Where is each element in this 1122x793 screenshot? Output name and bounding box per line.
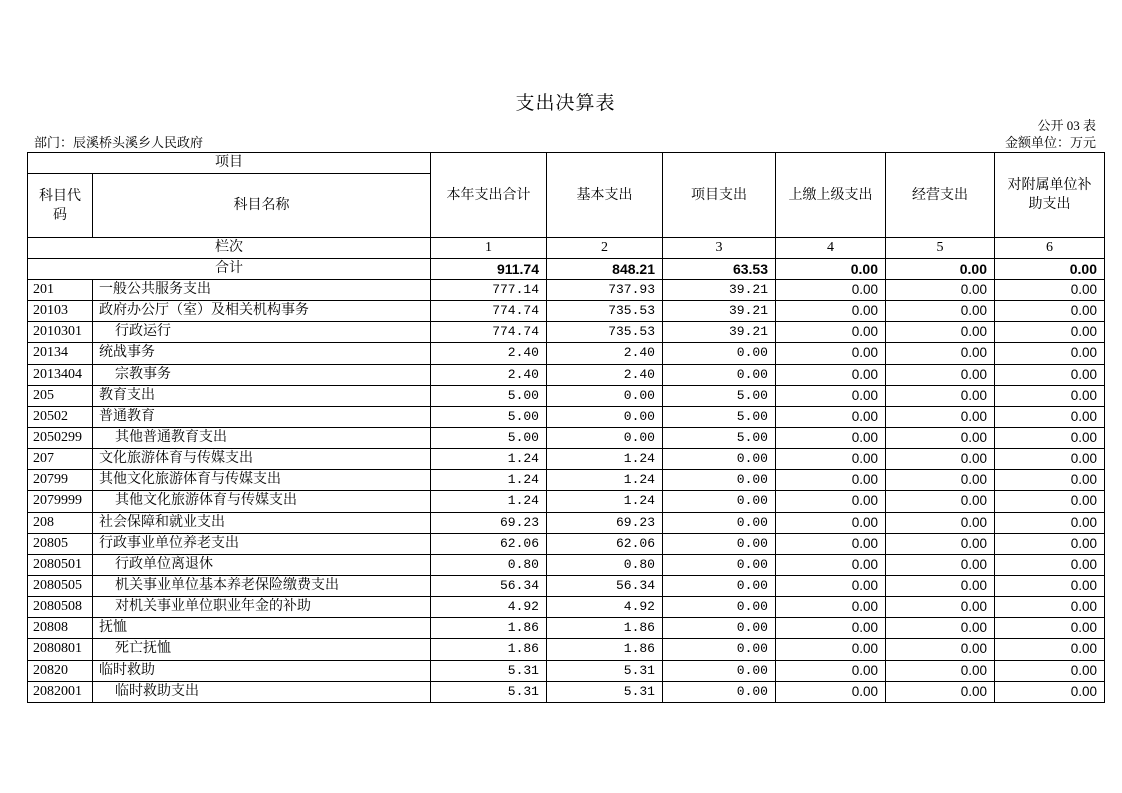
- row-value-cell: 0.00: [995, 681, 1105, 702]
- row-value-cell: 0.00: [776, 470, 886, 491]
- row-value-cell: 0.00: [995, 427, 1105, 448]
- row-value-cell: 0.00: [886, 681, 995, 702]
- row-code-cell: 20103: [28, 301, 93, 322]
- row-value-cell: 0.00: [776, 280, 886, 301]
- column-index-cell: 4: [776, 238, 886, 259]
- row-value-cell: 0.00: [995, 449, 1105, 470]
- row-value-cell: 0.00: [886, 660, 995, 681]
- header-col-remit-to-superior: 上缴上级支出: [776, 153, 886, 238]
- row-value-cell: 0.00: [995, 575, 1105, 596]
- row-value-cell: 0.00: [663, 512, 776, 533]
- row-name-cell: 政府办公厅（室）及相关机构事务: [93, 301, 431, 322]
- row-value-cell: 5.00: [663, 427, 776, 448]
- row-value-cell: 39.21: [663, 280, 776, 301]
- row-value-cell: 1.86: [547, 618, 663, 639]
- table-row: [28, 618, 1105, 639]
- row-name-cell: 临时救助: [93, 660, 431, 681]
- page-title: 支出决算表: [515, 93, 616, 114]
- row-value-cell: 0.00: [995, 301, 1105, 322]
- row-value-cell: 0.00: [886, 427, 995, 448]
- row-value-cell: 5.00: [431, 385, 547, 406]
- total-value-cell: 848.21: [547, 259, 663, 280]
- row-value-cell: 0.00: [995, 280, 1105, 301]
- row-value-cell: 0.00: [776, 533, 886, 554]
- row-name-cell: 宗教事务: [93, 364, 431, 385]
- row-code-cell: 20820: [28, 660, 93, 681]
- column-index-cell: 5: [886, 238, 995, 259]
- row-value-cell: 5.31: [431, 681, 547, 702]
- total-row: [28, 259, 1105, 280]
- row-code-cell: 2082001: [28, 681, 93, 702]
- row-code-cell: 201: [28, 280, 93, 301]
- table-row: [28, 427, 1105, 448]
- row-value-cell: 0.00: [995, 322, 1105, 343]
- row-value-cell: 0.00: [663, 597, 776, 618]
- row-value-cell: 0.00: [995, 618, 1105, 639]
- row-code-cell: 208: [28, 512, 93, 533]
- row-value-cell: 0.00: [776, 406, 886, 427]
- row-value-cell: 0.00: [886, 470, 995, 491]
- row-code-cell: 2050299: [28, 427, 93, 448]
- row-value-cell: 0.00: [995, 385, 1105, 406]
- row-value-cell: 0.00: [663, 449, 776, 470]
- row-value-cell: 1.24: [431, 491, 547, 512]
- row-code-cell: 205: [28, 385, 93, 406]
- row-name-cell: 普通教育: [93, 406, 431, 427]
- table-row: [28, 491, 1105, 512]
- row-value-cell: 0.00: [995, 597, 1105, 618]
- row-value-cell: 1.24: [431, 449, 547, 470]
- header-col-total-expenditure: 本年支出合计: [431, 153, 547, 238]
- row-value-cell: 0.00: [886, 301, 995, 322]
- table-row: [28, 470, 1105, 491]
- row-code-cell: 20808: [28, 618, 93, 639]
- column-index-cell: 2: [547, 238, 663, 259]
- row-value-cell: 0.00: [995, 364, 1105, 385]
- table-row: [28, 343, 1105, 364]
- row-value-cell: 0.00: [547, 406, 663, 427]
- row-value-cell: 0.00: [776, 575, 886, 596]
- row-value-cell: 4.92: [431, 597, 547, 618]
- table-row: [28, 385, 1105, 406]
- row-value-cell: 2.40: [547, 364, 663, 385]
- row-value-cell: 0.00: [886, 491, 995, 512]
- row-value-cell: 1.86: [547, 639, 663, 660]
- row-name-cell: 临时救助支出: [93, 681, 431, 702]
- row-value-cell: 0.00: [776, 364, 886, 385]
- row-code-cell: 2079999: [28, 491, 93, 512]
- table-row: [28, 660, 1105, 681]
- row-code-cell: 20502: [28, 406, 93, 427]
- row-value-cell: 56.34: [547, 575, 663, 596]
- table-row: [28, 681, 1105, 702]
- row-name-cell: 教育支出: [93, 385, 431, 406]
- table-row: [28, 322, 1105, 343]
- row-code-cell: 2080508: [28, 597, 93, 618]
- column-index-row: [28, 238, 1105, 259]
- row-value-cell: 0.00: [776, 385, 886, 406]
- row-value-cell: 62.06: [431, 533, 547, 554]
- header-col-project-expenditure: 项目支出: [663, 153, 776, 238]
- row-value-cell: 0.00: [886, 343, 995, 364]
- row-value-cell: 0.00: [776, 660, 886, 681]
- table-row: [28, 533, 1105, 554]
- header-col-subsidy-to-affiliates: 对附属单位补助支出: [995, 153, 1105, 238]
- total-value-cell: 0.00: [886, 259, 995, 280]
- amount-unit-label: 金额单位：万元: [1004, 135, 1096, 150]
- row-value-cell: 0.00: [663, 491, 776, 512]
- row-name-cell: 统战事务: [93, 343, 431, 364]
- row-name-cell: 对机关事业单位职业年金的补助: [93, 597, 431, 618]
- row-value-cell: 737.93: [547, 280, 663, 301]
- row-value-cell: 5.00: [431, 406, 547, 427]
- row-value-cell: 0.00: [663, 470, 776, 491]
- column-index-cell: 6: [995, 238, 1105, 259]
- row-value-cell: 0.00: [776, 681, 886, 702]
- row-value-cell: 5.31: [547, 681, 663, 702]
- row-value-cell: 735.53: [547, 322, 663, 343]
- row-value-cell: 0.00: [776, 554, 886, 575]
- column-index-label: 栏次: [28, 238, 431, 259]
- row-value-cell: 0.00: [886, 322, 995, 343]
- row-value-cell: 0.00: [886, 449, 995, 470]
- row-value-cell: 0.00: [886, 575, 995, 596]
- row-value-cell: 774.74: [431, 301, 547, 322]
- row-value-cell: 39.21: [663, 322, 776, 343]
- total-value-cell: 0.00: [995, 259, 1105, 280]
- row-value-cell: 5.31: [547, 660, 663, 681]
- row-value-cell: 0.00: [886, 597, 995, 618]
- row-value-cell: 56.34: [431, 575, 547, 596]
- column-index-cell: 1: [431, 238, 547, 259]
- row-name-cell: 其他普通教育支出: [93, 427, 431, 448]
- row-value-cell: 0.00: [995, 491, 1105, 512]
- row-value-cell: 735.53: [547, 301, 663, 322]
- table-row: [28, 301, 1105, 322]
- row-value-cell: 39.21: [663, 301, 776, 322]
- row-value-cell: 2.40: [431, 364, 547, 385]
- row-value-cell: 777.14: [431, 280, 547, 301]
- row-value-cell: 0.00: [886, 280, 995, 301]
- row-value-cell: 0.00: [995, 512, 1105, 533]
- row-value-cell: 0.00: [663, 533, 776, 554]
- table-row: [28, 597, 1105, 618]
- row-value-cell: 62.06: [547, 533, 663, 554]
- row-value-cell: 1.24: [547, 449, 663, 470]
- row-name-cell: 死亡抚恤: [93, 639, 431, 660]
- expenditure-table: [27, 152, 1105, 703]
- row-value-cell: 0.00: [886, 385, 995, 406]
- row-code-cell: 207: [28, 449, 93, 470]
- row-value-cell: 0.00: [886, 639, 995, 660]
- row-code-cell: 2010301: [28, 322, 93, 343]
- row-value-cell: 0.00: [776, 639, 886, 660]
- row-value-cell: 0.00: [663, 681, 776, 702]
- row-value-cell: 0.00: [663, 575, 776, 596]
- total-value-cell: 911.74: [431, 259, 547, 280]
- row-value-cell: 1.24: [547, 491, 663, 512]
- row-value-cell: 0.00: [663, 364, 776, 385]
- header-col-basic-expenditure: 基本支出: [547, 153, 663, 238]
- row-code-cell: 20134: [28, 343, 93, 364]
- row-value-cell: 0.00: [776, 427, 886, 448]
- department-label: 部门：辰溪桥头溪乡人民政府: [34, 135, 204, 150]
- row-value-cell: 0.00: [886, 554, 995, 575]
- row-code-cell: 2080801: [28, 639, 93, 660]
- row-code-cell: 2013404: [28, 364, 93, 385]
- row-value-cell: 0.00: [663, 639, 776, 660]
- header-row: [28, 153, 1105, 174]
- total-value-cell: 0.00: [776, 259, 886, 280]
- row-value-cell: 1.86: [431, 618, 547, 639]
- row-value-cell: 0.00: [995, 639, 1105, 660]
- row-value-cell: 0.00: [663, 618, 776, 639]
- row-value-cell: 0.00: [776, 322, 886, 343]
- row-name-cell: 其他文化旅游体育与传媒支出: [93, 470, 431, 491]
- row-value-cell: 0.80: [431, 554, 547, 575]
- row-value-cell: 0.00: [995, 343, 1105, 364]
- table-row: [28, 364, 1105, 385]
- row-value-cell: 0.00: [995, 406, 1105, 427]
- table-row: [28, 575, 1105, 596]
- header-item-cell: 项目: [28, 153, 431, 174]
- row-name-cell: 行政单位离退休: [93, 554, 431, 575]
- row-value-cell: 0.00: [547, 427, 663, 448]
- row-value-cell: 69.23: [547, 512, 663, 533]
- header-col-operating-expenditure: 经营支出: [886, 153, 995, 238]
- row-name-cell: 社会保障和就业支出: [93, 512, 431, 533]
- row-value-cell: 5.00: [663, 406, 776, 427]
- row-value-cell: 1.24: [431, 470, 547, 491]
- row-code-cell: 20805: [28, 533, 93, 554]
- row-name-cell: 其他文化旅游体育与传媒支出: [93, 491, 431, 512]
- row-value-cell: 0.00: [776, 343, 886, 364]
- row-value-cell: 0.00: [776, 449, 886, 470]
- row-name-cell: 行政事业单位养老支出: [93, 533, 431, 554]
- table-row: [28, 406, 1105, 427]
- row-value-cell: 1.24: [547, 470, 663, 491]
- row-value-cell: 0.80: [547, 554, 663, 575]
- table-row: [28, 449, 1105, 470]
- row-value-cell: 774.74: [431, 322, 547, 343]
- total-label: 合计: [28, 259, 431, 280]
- row-code-cell: 20799: [28, 470, 93, 491]
- row-value-cell: 0.00: [886, 406, 995, 427]
- table-row: [28, 280, 1105, 301]
- row-value-cell: 0.00: [886, 364, 995, 385]
- row-name-cell: 文化旅游体育与传媒支出: [93, 449, 431, 470]
- row-value-cell: 2.40: [431, 343, 547, 364]
- row-value-cell: 5.00: [663, 385, 776, 406]
- row-value-cell: 0.00: [995, 660, 1105, 681]
- row-code-cell: 2080501: [28, 554, 93, 575]
- row-value-cell: 5.00: [431, 427, 547, 448]
- row-value-cell: 2.40: [547, 343, 663, 364]
- table-row: [28, 639, 1105, 660]
- row-value-cell: 0.00: [547, 385, 663, 406]
- row-value-cell: 0.00: [995, 554, 1105, 575]
- row-value-cell: 4.92: [547, 597, 663, 618]
- row-name-cell: 一般公共服务支出: [93, 280, 431, 301]
- row-code-cell: 2080505: [28, 575, 93, 596]
- column-index-cell: 3: [663, 238, 776, 259]
- row-value-cell: 0.00: [995, 533, 1105, 554]
- row-value-cell: 69.23: [431, 512, 547, 533]
- row-value-cell: 0.00: [995, 470, 1105, 491]
- row-value-cell: 0.00: [776, 301, 886, 322]
- row-value-cell: 0.00: [663, 554, 776, 575]
- row-name-cell: 机关事业单位基本养老保险缴费支出: [93, 575, 431, 596]
- form-number: 公开 03 表: [1037, 118, 1096, 133]
- table-row: [28, 512, 1105, 533]
- row-value-cell: 0.00: [776, 618, 886, 639]
- row-name-cell: 抚恤: [93, 618, 431, 639]
- row-value-cell: 0.00: [886, 512, 995, 533]
- row-name-cell: 行政运行: [93, 322, 431, 343]
- header-name-cell: 科目名称: [93, 174, 431, 238]
- row-value-cell: 1.86: [431, 639, 547, 660]
- row-value-cell: 0.00: [886, 533, 995, 554]
- header-code-cell: 科目代码: [28, 174, 93, 238]
- row-value-cell: 0.00: [776, 491, 886, 512]
- row-value-cell: 0.00: [886, 618, 995, 639]
- row-value-cell: 5.31: [431, 660, 547, 681]
- row-value-cell: 0.00: [776, 512, 886, 533]
- table-row: [28, 554, 1105, 575]
- row-value-cell: 0.00: [663, 660, 776, 681]
- row-value-cell: 0.00: [776, 597, 886, 618]
- row-value-cell: 0.00: [663, 343, 776, 364]
- total-value-cell: 63.53: [663, 259, 776, 280]
